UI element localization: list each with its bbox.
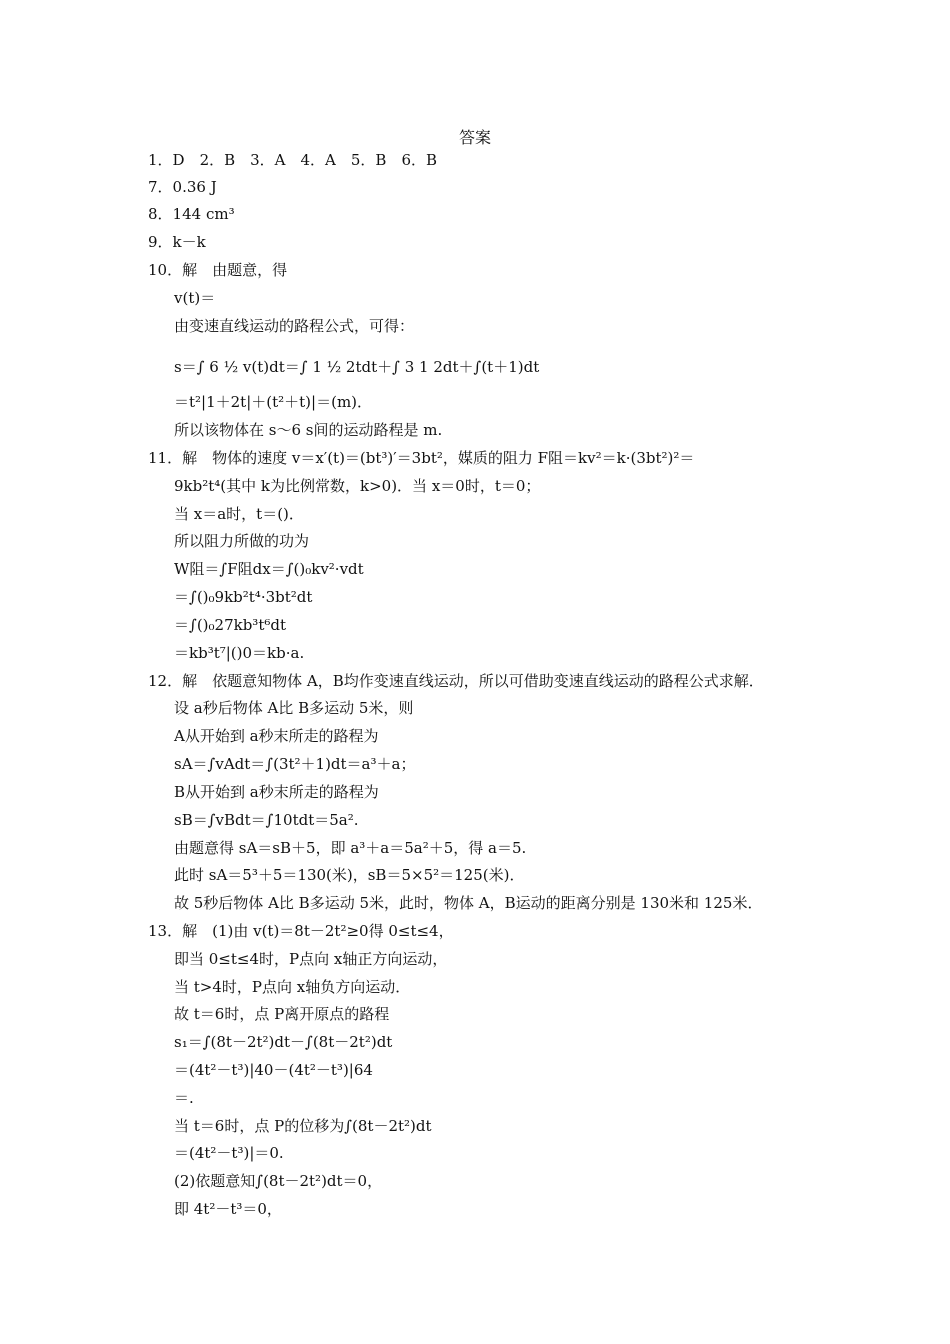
answer-line-10-velocity: v(t)＝ [174,289,216,307]
answer-line-7: 7．0.36 J [148,178,217,196]
answer-line-12-sb: sB＝∫vBdt＝∫10tdt＝5a². [174,811,359,829]
answer-line-13-s1-eval: ＝(4t²－t³)|40－(4t²－t³)|64 [174,1061,373,1079]
answer-line-10-integral: s＝∫ 6 ½ v(t)dt＝∫ 1 ½ 2tdt＋∫ 3 1 2dt＋∫(t＋1)dt [174,358,540,376]
answer-line-9: 9．k－k [148,233,206,251]
answer-line-11-work-2: ＝∫()₀9kb²t⁴·3bt²dt [174,588,313,606]
answer-line-13-part2: (2)依题意知∫(8t－2t²)dt＝0， [174,1172,383,1190]
answer-line-11-work-1: W阻＝∫F阻dx＝∫()₀kv²·vdt [174,560,364,578]
answer-line-10-formula-intro: 由变速直线运动的路程公式，可得： [174,317,415,335]
answer-line-12-b-intro: B从开始到 a秒末所走的路程为 [174,783,379,801]
answer-line-11-head: 11．解 物体的速度 v＝x′(t)＝(bt³)′＝3bt²，媒质的阻力 F阻＝kv²＝k·(3bt²)²＝ [148,449,695,467]
answer-line-12-a-intro: A从开始到 a秒末所走的路程为 [174,727,379,745]
answer-line-10-result: ＝t²|1＋2t|＋(t²＋t)|＝(m)． [174,393,373,411]
answer-line-13-head: 13．解 (1)由 v(t)＝8t－2t²≥0得 0≤t≤4， [148,922,454,940]
answer-line-13-displacement-eval: ＝(4t²－t³)|＝0. [174,1144,284,1162]
answer-line-11-work-3: ＝∫()₀27kb³t⁶dt [174,616,286,634]
answer-line-1: 1．D 2．B 3．A 4．A 5．B 6．B [148,151,438,169]
answer-line-13-displacement: 当 t＝6时，点 P的位移为∫(8t－2t²)dt [174,1117,432,1135]
page-title: 答案 [458,128,491,147]
answer-line-8: 8．144 cm³ [148,205,235,223]
answer-line-12-sa: sA＝∫vAdt＝∫(3t²＋1)dt＝a³＋a； [174,755,416,773]
answer-line-10-head: 10．解 由题意，得 [148,261,288,279]
answer-line-13-path-intro: 故 t＝6时，点 P离开原点的路程 [174,1005,390,1023]
answer-line-12-conclusion: 故 5秒后物体 A比 B多运动 5米，此时，物体 A，B运动的距离分别是 130米和 125米． [174,894,763,912]
answer-line-12-equation: 由题意得 sA＝sB＋5，即 a³＋a＝5a²＋5，得 a＝5. [174,839,527,857]
answer-line-12-values: 此时 sA＝5³＋5＝130(米)，sB＝5×5²＝125(米)． [174,866,525,884]
answer-line-12-head: 12．解 依题意知物体 A，B均作变速直线运动，所以可借助变速直线运动的路程公式求解． [148,672,764,690]
answer-line-13-positive: 即当 0≤t≤4时，P点向 x轴正方向运动， [174,950,448,968]
answer-line-13-s1-result: ＝. [174,1089,194,1107]
answer-line-13-part2-eq: 即 4t²－t³＝0， [174,1200,282,1218]
answer-line-11-work-4: ＝kb³t⁷|()0＝kb·a. [174,644,305,662]
answer-line-12-setup: 设 a秒后物体 A比 B多运动 5米，则 [174,699,414,717]
answer-line-10-conclusion: 所以该物体在 s～6 s间的运动路程是 m. [174,421,443,439]
answer-line-11-work-intro: 所以阻力所做的功为 [174,532,310,550]
answer-line-11-force: 9kb²t⁴(其中 k为比例常数，k>0)．当 x＝0时，t＝0； [174,477,541,495]
answer-line-13-negative: 当 t>4时，P点向 x轴负方向运动． [174,978,411,996]
answer-line-13-s1: s₁＝∫(8t－2t²)dt－∫(8t－2t²)dt [174,1033,393,1051]
answer-line-11-time: 当 x＝a时，t＝()． [174,505,304,523]
